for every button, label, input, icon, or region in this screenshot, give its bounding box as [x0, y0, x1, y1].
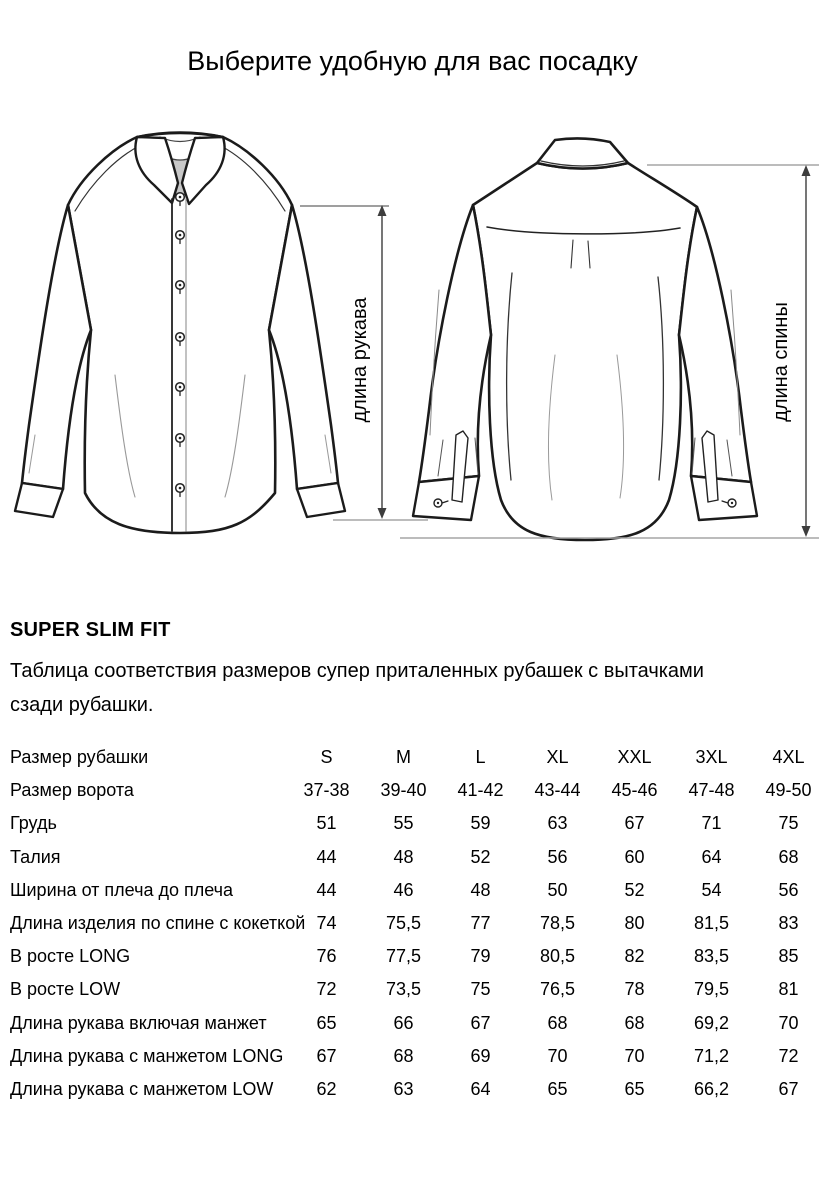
size-table-body: [0, 741, 825, 1106]
row-label: Ширина от плеча до плеча: [10, 879, 234, 900]
row-value: 70: [624, 1045, 645, 1066]
row-value: 3XL: [695, 747, 728, 768]
table-row: [0, 907, 825, 940]
fit-heading: SUPER SLIM FIT: [10, 619, 171, 641]
row-value: 45-46: [611, 780, 658, 801]
row-value: 65: [624, 1078, 645, 1099]
row-value: 75: [778, 813, 799, 834]
row-value: 46: [393, 879, 414, 900]
back-length-label: длина спины: [770, 302, 792, 422]
row-label: Длина рукава с манжетом LOW: [10, 1078, 274, 1099]
row-label: В росте LONG: [10, 946, 131, 967]
row-value: 70: [547, 1045, 568, 1066]
fit-description: [10, 654, 810, 722]
row-value: 66,2: [693, 1078, 730, 1099]
row-value: 63: [547, 813, 568, 834]
row-value: 50: [547, 879, 568, 900]
row-value: 43-44: [534, 780, 581, 801]
table-row: [0, 741, 825, 774]
row-value: 56: [547, 846, 568, 867]
row-value: 71,2: [693, 1045, 730, 1066]
row-value: 4XL: [772, 747, 805, 768]
row-value: 44: [316, 879, 337, 900]
front-shirt-drawing: [15, 133, 345, 534]
row-value: 54: [701, 879, 722, 900]
row-label: Длина изделия по спине с кокеткой: [10, 913, 306, 934]
row-value: 65: [316, 1012, 337, 1033]
fit-description-line2: сзади рубашки.: [10, 694, 154, 716]
row-value: 68: [547, 1012, 568, 1033]
table-row: [0, 774, 825, 807]
row-label: Грудь: [10, 813, 57, 834]
row-value: 77: [470, 913, 491, 934]
row-value: 72: [316, 979, 337, 1000]
row-value: 67: [624, 813, 645, 834]
row-value: 66: [393, 1012, 414, 1033]
row-value: 60: [624, 846, 645, 867]
row-value: 67: [778, 1078, 799, 1099]
sleeve-length-label: длина рукава: [349, 297, 371, 423]
row-value: M: [396, 747, 411, 768]
row-value: 52: [624, 879, 645, 900]
row-value: 77,5: [385, 946, 422, 967]
row-value: 64: [470, 1078, 491, 1099]
row-value: 48: [393, 846, 414, 867]
row-value: 70: [778, 1012, 799, 1033]
row-label: Размер рубашки: [10, 747, 149, 768]
row-value: 72: [778, 1045, 799, 1066]
table-row: [0, 940, 825, 973]
row-value: 80,5: [539, 946, 576, 967]
row-value: 49-50: [765, 780, 812, 801]
row-label: В росте LOW: [10, 979, 121, 1000]
fit-description-line1: Таблица соответствия размеров супер приталенных рубашек с вытачками: [10, 660, 704, 682]
row-value: 59: [470, 813, 491, 834]
row-value: 52: [470, 846, 491, 867]
row-value: 44: [316, 846, 337, 867]
row-value: 78,5: [539, 913, 576, 934]
row-value: 69,2: [693, 1012, 730, 1033]
row-label: Длина рукава включая манжет: [10, 1012, 267, 1033]
back-shirt-drawing: [413, 138, 757, 540]
row-value: 73,5: [385, 979, 422, 1000]
row-value: 39-40: [380, 780, 427, 801]
table-row: [0, 874, 825, 907]
row-value: 64: [701, 846, 722, 867]
row-value: 75: [470, 979, 491, 1000]
row-value: 56: [778, 879, 799, 900]
row-value: 62: [316, 1078, 337, 1099]
row-value: 76,5: [539, 979, 576, 1000]
table-row: [0, 1040, 825, 1073]
row-label: Размер ворота: [10, 780, 134, 801]
row-value: 69: [470, 1045, 491, 1066]
row-value: 78: [624, 979, 645, 1000]
table-row: [0, 973, 825, 1006]
table-row: [0, 1073, 825, 1106]
row-value: 82: [624, 946, 645, 967]
row-value: 67: [316, 1045, 337, 1066]
row-value: 67: [470, 1012, 491, 1033]
row-value: 76: [316, 946, 337, 967]
row-value: L: [475, 747, 486, 768]
row-value: 63: [393, 1078, 414, 1099]
row-value: 65: [547, 1078, 568, 1099]
row-value: 41-42: [457, 780, 504, 801]
row-value: 85: [778, 946, 799, 967]
row-value: 68: [624, 1012, 645, 1033]
row-value: 51: [316, 813, 337, 834]
row-value: 81: [778, 979, 799, 1000]
row-value: 48: [470, 879, 491, 900]
row-value: 79: [470, 946, 491, 967]
row-value: 80: [624, 913, 645, 934]
row-value: 55: [393, 813, 414, 834]
row-value: XL: [546, 747, 569, 768]
row-value: 71: [701, 813, 722, 834]
table-row: [0, 841, 825, 874]
row-value: 83,5: [693, 946, 730, 967]
row-value: 83: [778, 913, 799, 934]
row-value: 74: [316, 913, 337, 934]
row-value: S: [320, 747, 333, 768]
page-title: Выберите удобную для вас посадку: [187, 46, 638, 76]
row-value: XXL: [617, 747, 652, 768]
row-label: Талия: [10, 846, 61, 867]
row-value: 47-48: [688, 780, 735, 801]
row-value: 75,5: [385, 913, 422, 934]
table-row: [0, 807, 825, 840]
table-row: [0, 1007, 825, 1040]
row-value: 68: [393, 1045, 414, 1066]
row-value: 81,5: [693, 913, 730, 934]
row-value: 68: [778, 846, 799, 867]
row-value: 37-38: [303, 780, 350, 801]
row-value: 79,5: [693, 979, 730, 1000]
size-table: [0, 741, 825, 1106]
row-label: Длина рукава с манжетом LONG: [10, 1045, 284, 1066]
